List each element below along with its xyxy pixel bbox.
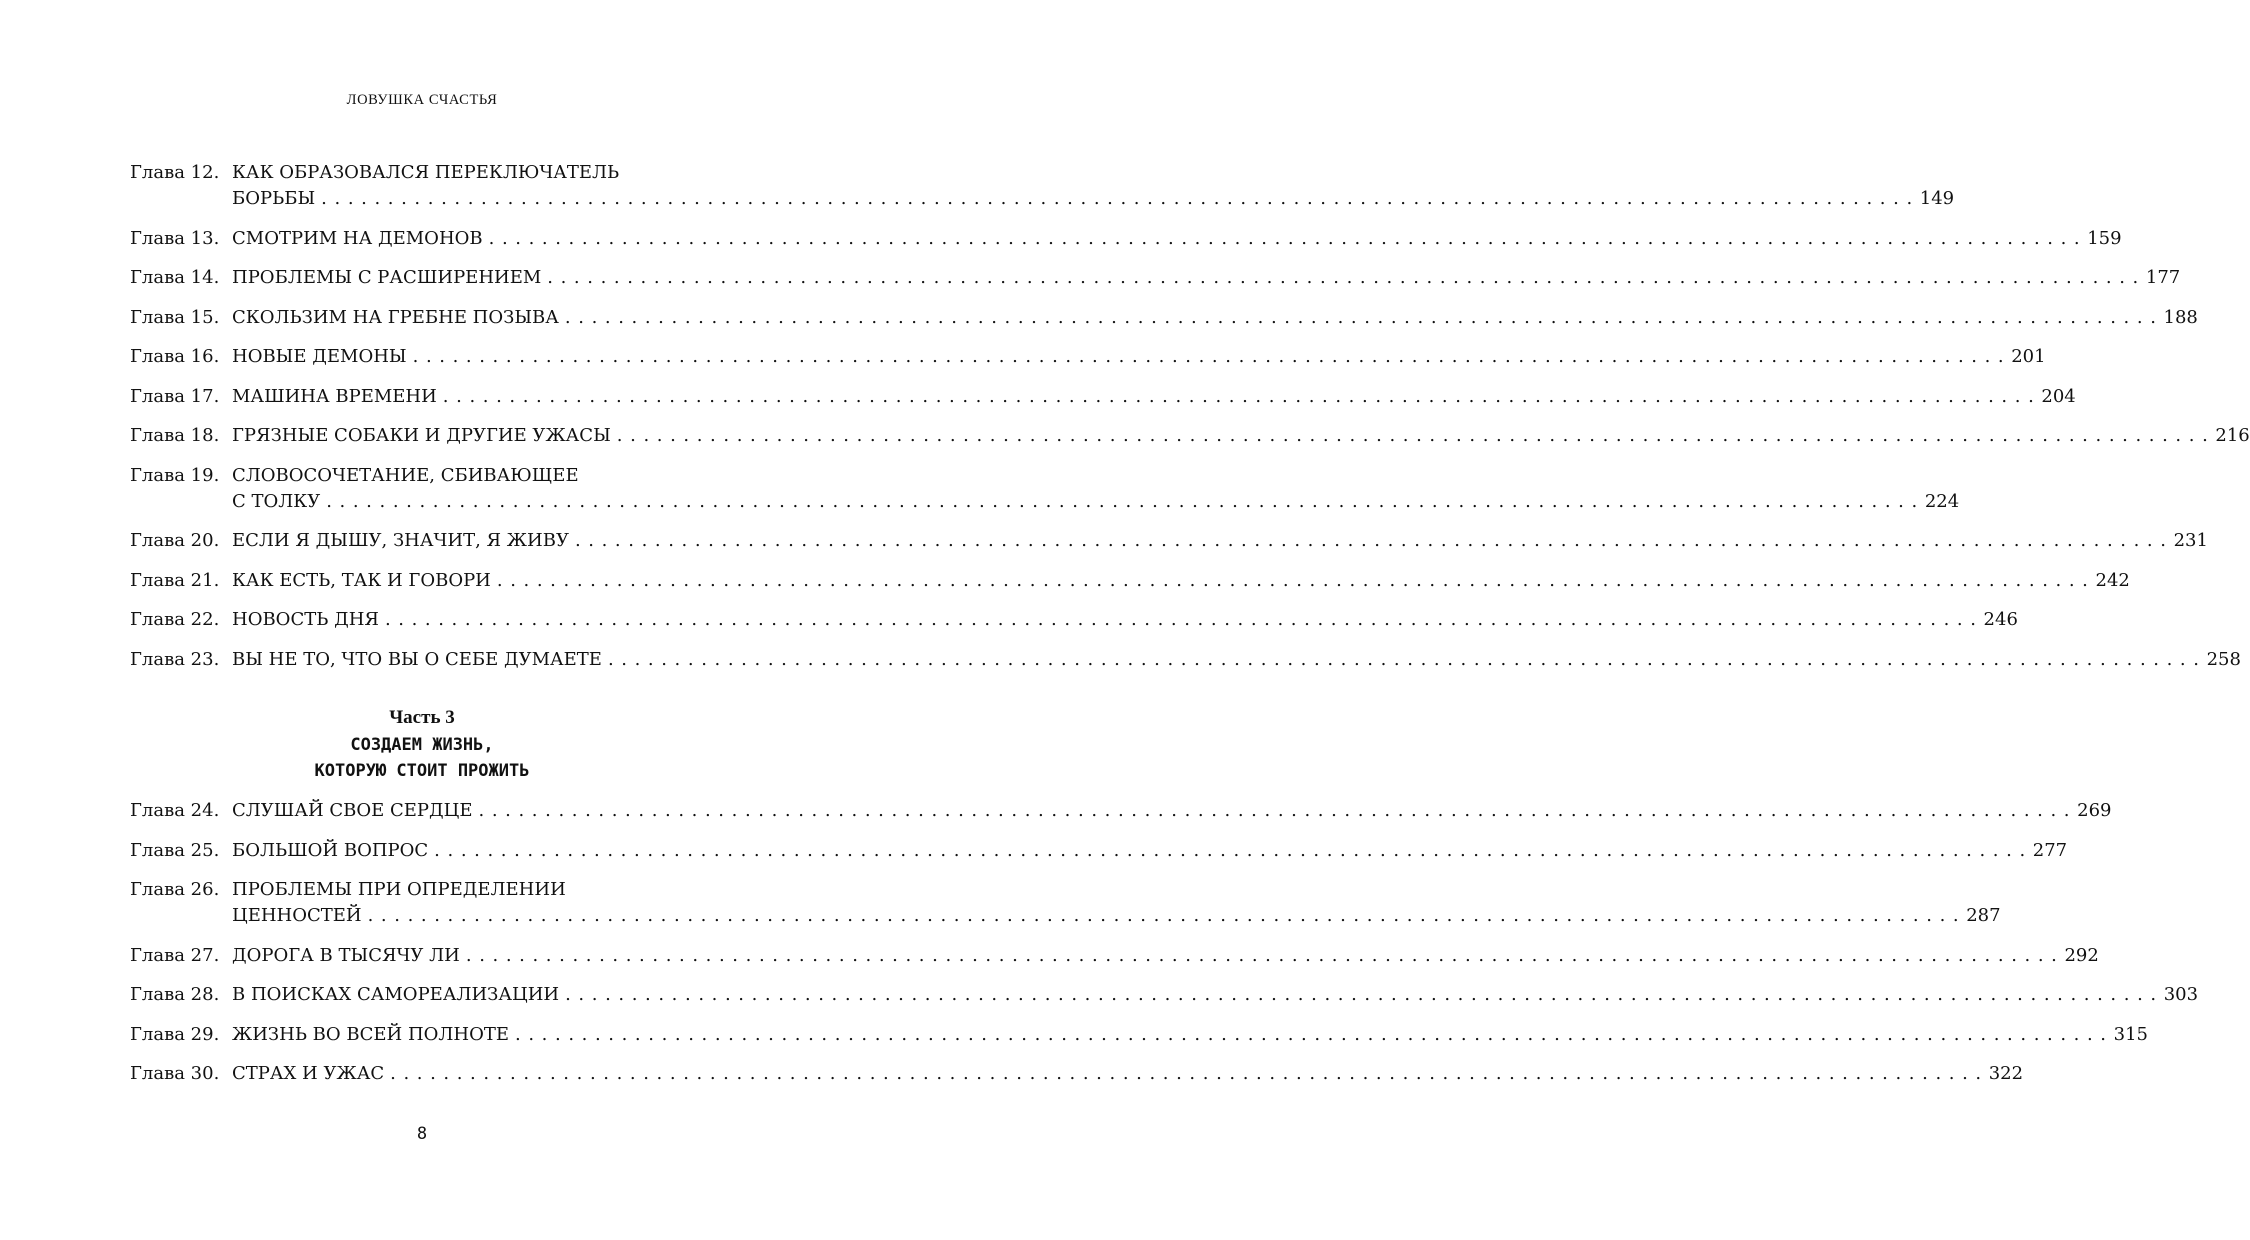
dot-leader: ........................................................................................................................ — [478, 800, 2078, 821]
toc-chapter-label: Глава 12. — [130, 162, 220, 183]
toc-chapter-label: Глава 23. — [130, 648, 220, 670]
toc-entry-body — [232, 384, 2076, 410]
toc-title-last-line — [232, 423, 2250, 449]
toc-title-line: ЖИЗНЬ ВО ВСЕЙ ПОЛНОТЕ — [232, 1023, 510, 1045]
toc-entry — [130, 463, 1960, 515]
toc-page-number: 231 — [2173, 530, 2208, 551]
toc-entry — [130, 528, 2208, 554]
toc-title-line: СМОТРИМ НА ДЕМОНОВ — [232, 227, 483, 249]
toc-title-line: БОЛЬШОЙ ВОПРОС — [232, 839, 429, 861]
toc-title-line: ДОРОГА В ТЫСЯЧУ ЛИ — [232, 944, 460, 966]
toc-page-number: 246 — [1983, 609, 2018, 630]
toc-entry-body — [232, 568, 2130, 594]
toc-entry-body — [232, 160, 1955, 212]
toc-title-last-line — [232, 568, 2130, 594]
toc-title-line: ПРОБЛЕМЫ С РАСШИРЕНИЕМ — [232, 267, 542, 288]
toc-title-last-line — [232, 265, 2181, 291]
toc-entry — [130, 1022, 2148, 1048]
toc-chapter-label: Глава 19. — [130, 464, 220, 486]
toc-entry — [130, 607, 2018, 633]
toc-title-line: В ПОИСКАХ САМОРЕАЛИЗАЦИИ — [232, 984, 560, 1005]
toc-chapter-label: Глава 25. — [130, 839, 220, 861]
toc-title-last-line — [232, 305, 2198, 331]
toc-page-number: 292 — [2064, 944, 2099, 966]
part-title-line-1: СОЗДАЕМ ЖИЗНЬ, — [350, 735, 494, 755]
table-of-contents-section-1 — [130, 160, 2250, 686]
toc-chapter-label: Глава 30. — [130, 1063, 220, 1084]
toc-entry — [130, 1061, 2024, 1087]
toc-entry-body — [232, 877, 2001, 929]
toc-page-number: 303 — [2163, 984, 2199, 1005]
dot-leader: ........................................................................................................................ — [488, 227, 2088, 249]
dot-leader: ........................................................................................................................ — [367, 905, 1967, 926]
dot-leader: ........................................................................................................................ — [607, 648, 2207, 670]
toc-entry — [130, 877, 2001, 929]
toc-entry-body — [232, 344, 2046, 370]
toc-title-line: СКОЛЬЗИМ НА ГРЕБНЕ ПОЗЫВА — [232, 306, 559, 328]
toc-chapter-label: Глава 27. — [130, 944, 220, 966]
toc-page-number: 149 — [1919, 188, 1955, 209]
toc-entry-body — [232, 305, 2198, 331]
toc-title-line: ЕСЛИ Я ДЫШУ, ЗНАЧИТ, Я ЖИВУ — [232, 530, 569, 551]
toc-entry-body — [232, 607, 2018, 633]
toc-page-number: 159 — [2087, 227, 2122, 249]
dot-leader: ........................................................................................................................ — [547, 267, 2146, 288]
toc-page-number: 322 — [1988, 1063, 2024, 1084]
dot-leader: ........................................................................................................................ — [326, 490, 1925, 512]
dot-leader: ........................................................................................................................ — [465, 944, 2065, 966]
page-number: 8 — [416, 1124, 428, 1144]
toc-page-number: 242 — [2095, 569, 2130, 591]
toc-entry-body — [232, 943, 2099, 969]
toc-page-number: 216 — [2215, 425, 2250, 446]
toc-entry — [130, 384, 2076, 410]
toc-entry — [130, 943, 2099, 969]
toc-title-last-line — [232, 943, 2099, 969]
toc-page-number: 315 — [2113, 1023, 2148, 1045]
toc-title-line: ПРОБЛЕМЫ ПРИ ОПРЕДЕЛЕНИИ — [232, 879, 566, 900]
toc-title-last-line — [232, 528, 2208, 554]
toc-entry — [130, 226, 2122, 252]
toc-chapter-label: Глава 14. — [130, 267, 220, 288]
toc-entry-body — [232, 528, 2208, 554]
toc-title-last-line — [232, 1022, 2148, 1048]
toc-page-number: 277 — [2032, 839, 2068, 861]
dot-leader: ........................................................................................................................ — [616, 425, 2216, 446]
toc-title-line: С ТОЛКУ — [232, 490, 321, 512]
part-title-line-2: КОТОРУЮ СТОИТ ПРОЖИТЬ — [314, 761, 530, 781]
dot-leader: ........................................................................................................................ — [496, 569, 2096, 591]
dot-leader: ........................................................................................................................ — [574, 530, 2174, 551]
toc-page-number: 188 — [2163, 306, 2198, 328]
toc-title-last-line — [232, 186, 1955, 212]
toc-entry-body — [232, 463, 1960, 515]
dot-leader: ........................................................................................................................ — [515, 1023, 2114, 1045]
toc-title-line: ГРЯЗНЫЕ СОБАКИ И ДРУГИЕ УЖАСЫ — [232, 425, 611, 446]
dot-leader: ........................................................................................................................ — [434, 839, 2033, 861]
toc-title-last-line — [232, 226, 2122, 252]
toc-entry — [130, 305, 2198, 331]
toc-title-last-line — [232, 647, 2241, 673]
toc-title-last-line — [232, 384, 2076, 410]
dot-leader: ........................................................................................................................ — [384, 609, 1984, 630]
toc-chapter-label: Глава 22. — [130, 609, 220, 630]
toc-entry — [130, 265, 2181, 291]
toc-chapter-label: Глава 26. — [130, 879, 220, 900]
toc-title-line: НОВОСТЬ ДНЯ — [232, 609, 379, 630]
toc-title-line: СТРАХ И УЖАС — [232, 1063, 385, 1084]
toc-entry — [130, 647, 2241, 673]
toc-chapter-label: Глава 20. — [130, 530, 220, 551]
toc-entry-body — [232, 838, 2068, 864]
toc-title-line: МАШИНА ВРЕМЕНИ — [232, 385, 437, 407]
toc-title-line: СЛОВОСОЧЕТАНИЕ, СБИВАЮЩЕЕ — [232, 464, 579, 486]
table-of-contents-section-2 — [130, 798, 2199, 1101]
toc-chapter-label: Глава 29. — [130, 1023, 220, 1045]
toc-entry — [130, 344, 2046, 370]
toc-entry-body — [232, 982, 2199, 1008]
toc-chapter-label: Глава 28. — [130, 984, 220, 1005]
toc-page-number: 287 — [1966, 905, 2001, 926]
toc-page-number: 201 — [2011, 346, 2046, 367]
toc-chapter-label: Глава 16. — [130, 346, 220, 367]
toc-entry-body — [232, 423, 2250, 449]
dot-leader: ........................................................................................................................ — [564, 306, 2164, 328]
toc-entry-body — [232, 798, 2112, 824]
dot-leader: ........................................................................................................................ — [412, 346, 2012, 367]
toc-title-line: КАК ОБРАЗОВАЛСЯ ПЕРЕКЛЮЧАТЕЛЬ — [232, 162, 620, 183]
running-head: ЛОВУШКА СЧАСТЬЯ — [346, 92, 498, 108]
toc-title-last-line — [232, 607, 2018, 633]
toc-entry-body — [232, 226, 2122, 252]
toc-entry-body — [232, 647, 2241, 673]
toc-entry — [130, 423, 2250, 449]
toc-entry — [130, 160, 1955, 212]
toc-chapter-label: Глава 13. — [130, 227, 220, 249]
toc-page-number: 204 — [2041, 385, 2076, 407]
toc-entry — [130, 838, 2068, 864]
toc-chapter-label: Глава 17. — [130, 385, 220, 407]
toc-entry — [130, 982, 2199, 1008]
toc-chapter-label: Глава 18. — [130, 425, 220, 446]
toc-title-last-line — [232, 1061, 2024, 1087]
dot-leader: ........................................................................................................................ — [565, 984, 2164, 1005]
toc-page-number: 177 — [2145, 267, 2181, 288]
toc-title-line: ВЫ НЕ ТО, ЧТО ВЫ О СЕБЕ ДУМАЕТЕ — [232, 648, 602, 670]
toc-entry — [130, 798, 2112, 824]
dot-leader: ........................................................................................................................ — [321, 188, 1920, 209]
toc-title-line: КАК ЕСТЬ, ТАК И ГОВОРИ — [232, 569, 491, 591]
toc-chapter-label: Глава 15. — [130, 306, 220, 328]
toc-page-number: 224 — [1924, 490, 1960, 512]
toc-title-last-line — [232, 798, 2112, 824]
dot-leader: ........................................................................................................................ — [442, 385, 2042, 407]
toc-title-last-line — [232, 982, 2199, 1008]
toc-entry — [130, 568, 2130, 594]
toc-entry-body — [232, 1022, 2148, 1048]
toc-title-last-line — [232, 344, 2046, 370]
toc-title-line: ЦЕННОСТЕЙ — [232, 905, 362, 926]
toc-title-last-line — [232, 838, 2068, 864]
toc-chapter-label: Глава 21. — [130, 569, 220, 591]
toc-title-line: НОВЫЕ ДЕМОНЫ — [232, 346, 407, 367]
toc-title-line: СЛУШАЙ СВОЕ СЕРДЦЕ — [232, 800, 473, 821]
toc-title-last-line — [232, 489, 1960, 515]
toc-chapter-label: Глава 24. — [130, 800, 220, 821]
dot-leader: ........................................................................................................................ — [390, 1063, 1989, 1084]
toc-page-number: 269 — [2077, 800, 2112, 821]
toc-title-line: БОРЬБЫ — [232, 188, 316, 209]
toc-page-number: 258 — [2206, 648, 2241, 670]
toc-title-last-line — [232, 903, 2001, 929]
toc-entry-body — [232, 1061, 2024, 1087]
toc-entry-body — [232, 265, 2181, 291]
part-number: Часть 3 — [389, 707, 455, 728]
